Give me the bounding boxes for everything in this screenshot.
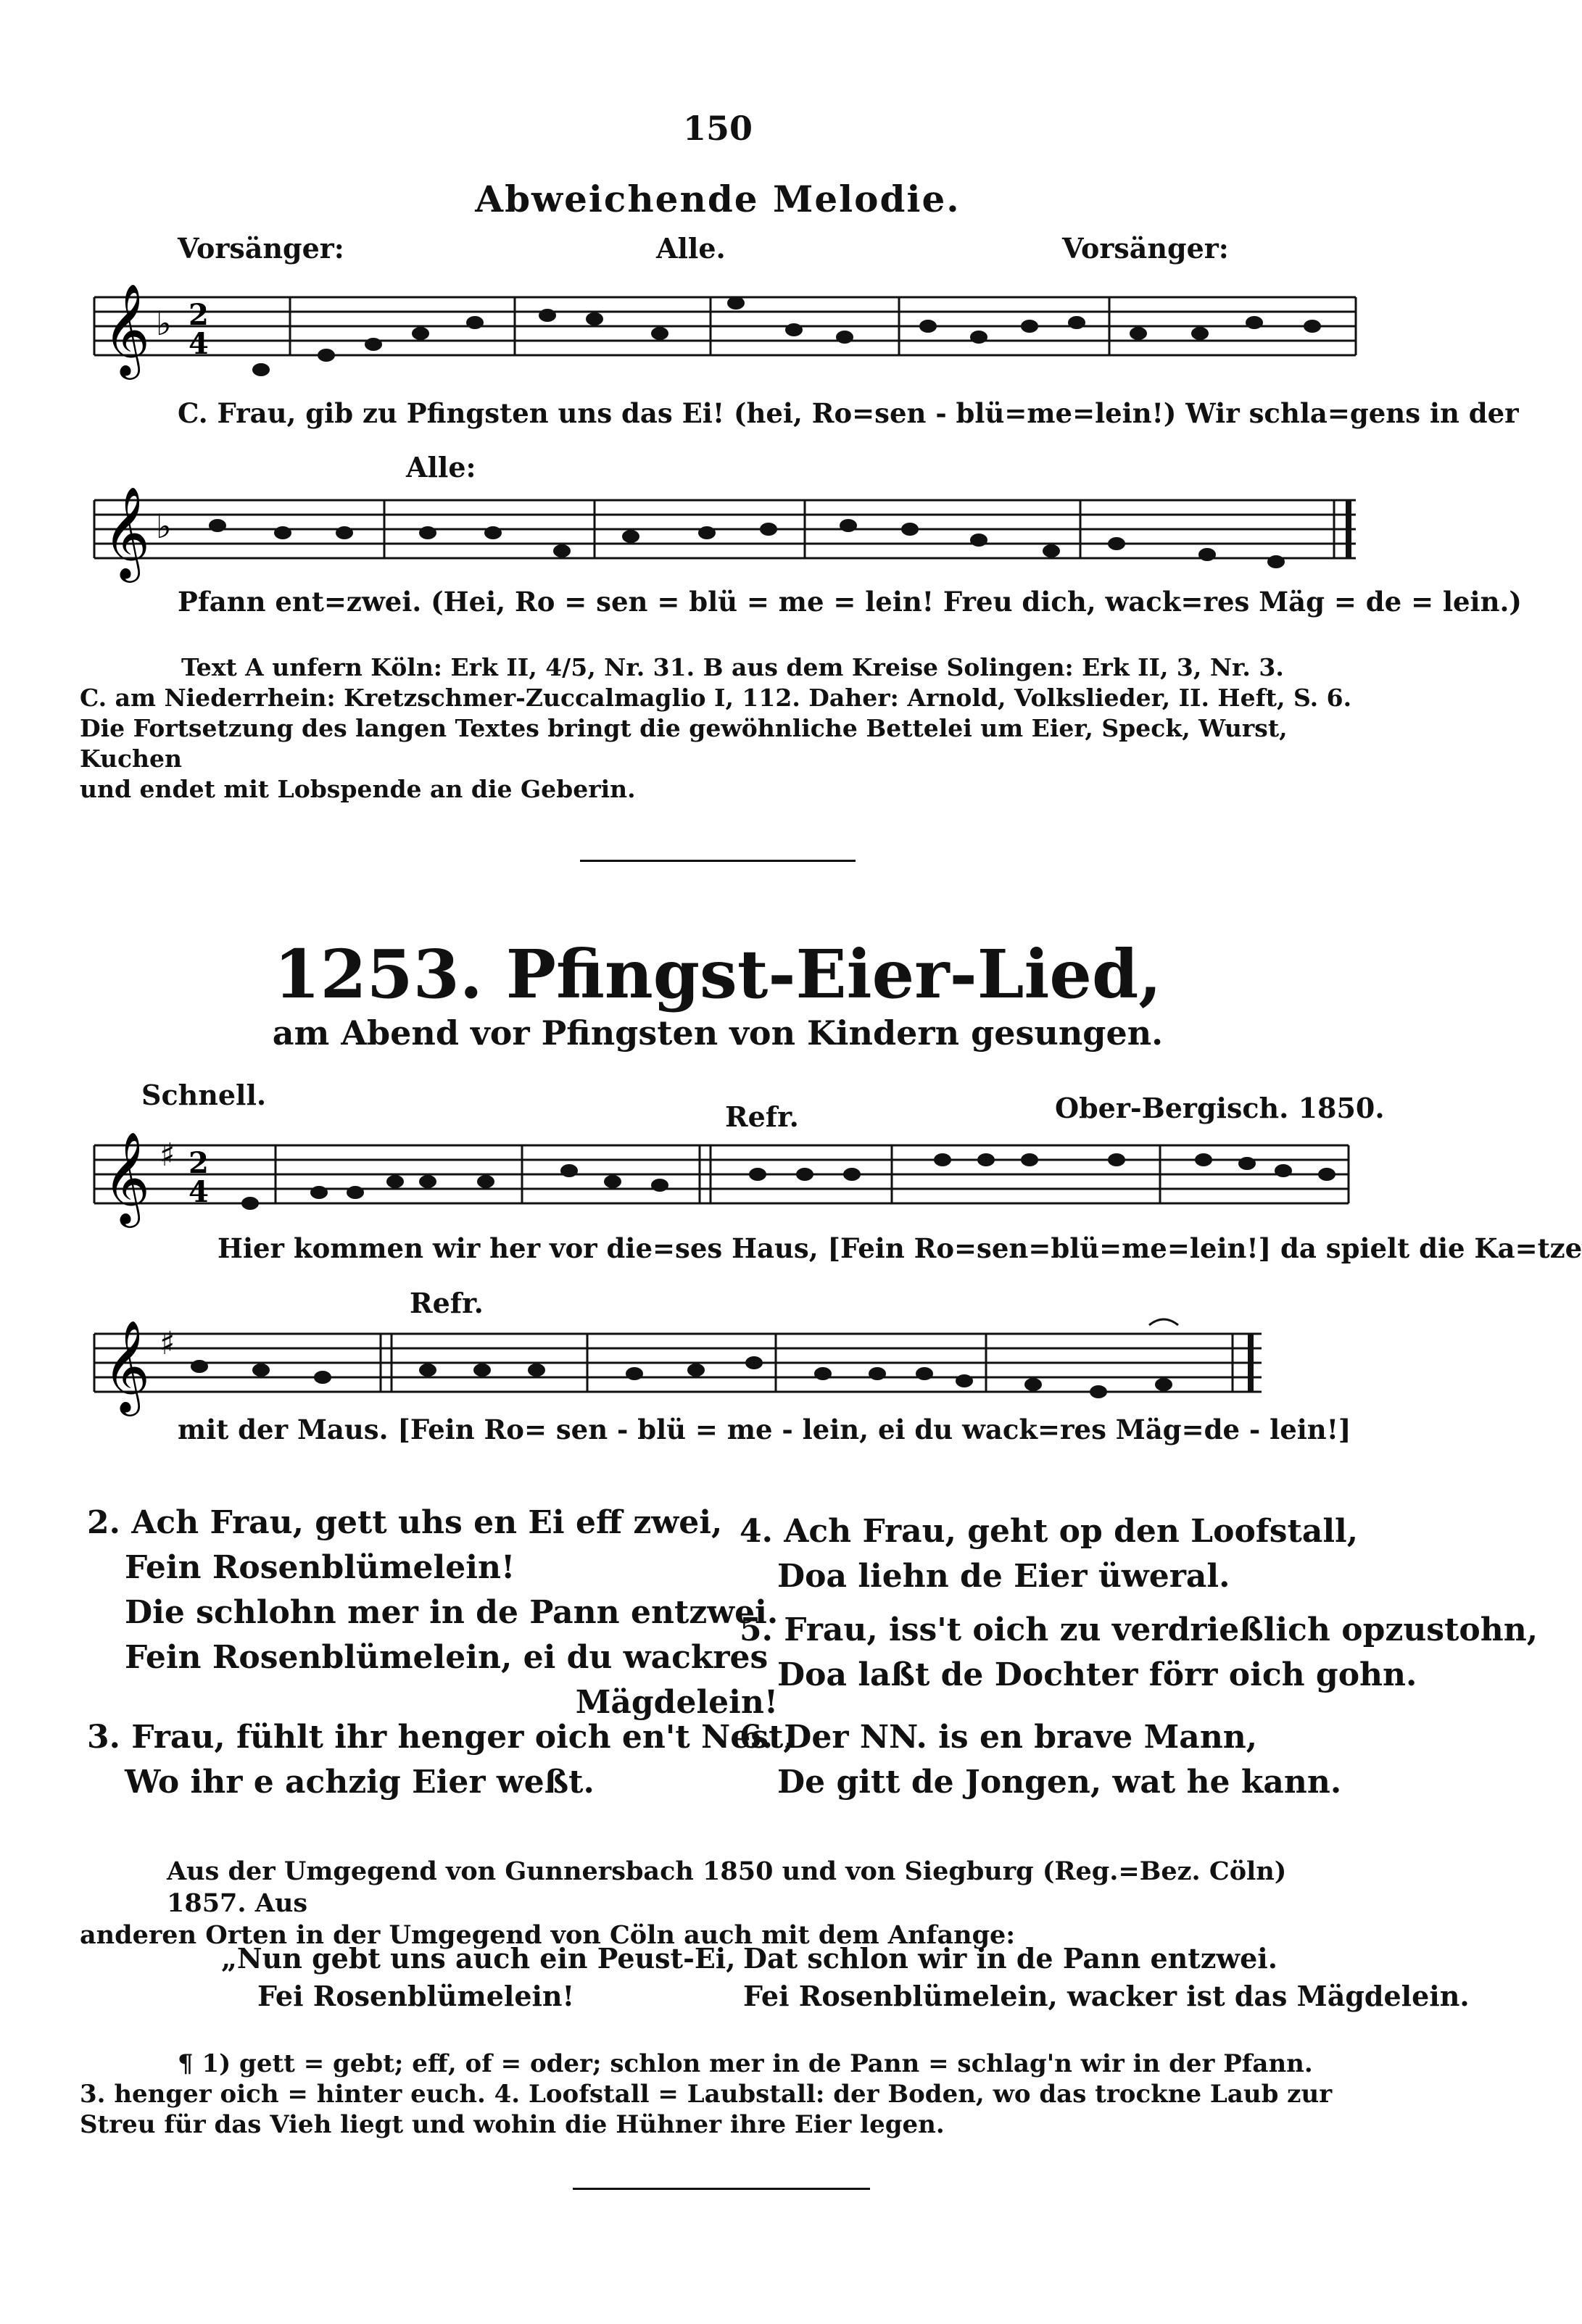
quote-line: Fei Rosenblümelein!: [257, 1980, 575, 2012]
verse-6: [740, 1715, 1341, 1805]
verse-line: Die schlohn mer in de Pann entzwei.: [125, 1594, 779, 1631]
verse-line: 5. Frau, iss't oich zu verdrießlich opzustohn,: [740, 1611, 1538, 1648]
svg-text:𝄞: 𝄞: [103, 283, 151, 375]
note-line: Die Fortsetzung des langen Textes bringt die gewöhnliche Bettelei um Eier, Speck, Wurst, Kuchen: [80, 714, 1288, 773]
variant-heading: Abweichende Melodie.: [475, 178, 961, 220]
svg-text:♭: ♭: [156, 304, 172, 343]
music-staff-1: [87, 283, 1363, 406]
verse-line: Mägdelein!: [575, 1684, 779, 1721]
verse-line: 4. Ach Frau, geht op den Loofstall,: [740, 1513, 1359, 1550]
verse-line: Doa laßt de Dochter förr oich gohn.: [777, 1656, 1417, 1693]
quote-line: Dat schlon wir in de Pann entzwei.: [743, 1942, 1277, 1975]
quote-line: Fei Rosenblümelein, wacker ist das Mägdelein.: [743, 1980, 1470, 2012]
verse-2: [87, 1501, 778, 1725]
svg-text:𝄞: 𝄞: [103, 1131, 151, 1224]
footnote-line: 3. henger oich = hinter euch. 4. Loofstall = Laubstall: der Boden, wo das trockne Laub zur: [80, 2080, 1333, 2109]
svg-text:𝄞: 𝄞: [103, 1319, 151, 1412]
svg-text:4: 4: [189, 1175, 209, 1209]
verse-line: 6. Der NN. is en brave Mann,: [740, 1719, 1258, 1756]
label-alle: Alle.: [656, 232, 726, 265]
variant-lyrics-line-2: Pfann ent=zwei. (Hei, Ro = sen = blü = me = lein! Freu dich, wack=res Mäg = de = lein.): [178, 586, 1522, 618]
source-line: anderen Orten in der Umgegend von Cöln auch mit dem Anfange:: [80, 1920, 1016, 1950]
song-lyrics-line-1: Hier kommen wir her vor die=ses Haus, [Fein Ro=sen=blü=me=lein!] da spielt die Ka=tze: [218, 1232, 1582, 1264]
verse-line: De gitt de Jongen, wat he kann.: [777, 1764, 1342, 1801]
svg-text:4: 4: [189, 327, 209, 361]
verse-4: [740, 1509, 1358, 1599]
note-line: und endet mit Lobspende an die Geberin.: [80, 775, 636, 803]
music-staff-2: [87, 486, 1363, 594]
label-vorsaenger-2: Vorsänger:: [1062, 232, 1229, 265]
bottom-divider: [573, 2188, 870, 2190]
footnote-line: Streu für das Vieh liegt und wohin die Hühner ihre Eier legen.: [80, 2110, 945, 2139]
label-vorsaenger: Vorsänger:: [178, 232, 344, 265]
music-staff-3: [87, 1131, 1363, 1240]
svg-text:2: 2: [189, 1146, 209, 1180]
song-lyrics-line-2: mit der Maus. [Fein Ro= sen - blü = me - lein, ei du wack=res Mäg=de - lein!]: [178, 1414, 1351, 1445]
label-alle-2: Alle:: [406, 451, 476, 484]
verse-line: Doa liehn de Eier üweral.: [777, 1558, 1230, 1595]
svg-text:♯: ♯: [160, 1137, 175, 1174]
quote-line: „Nun gebt uns auch ein Peust-Ei,: [221, 1942, 736, 1975]
refrain-label-2: Refr.: [410, 1287, 484, 1319]
verse-3: [87, 1715, 795, 1805]
svg-text:𝄞: 𝄞: [103, 486, 151, 578]
source-line: Aus der Umgegend von Gunnersbach 1850 und von Siegburg (Reg.=Bez. Cöln) 1857. Aus: [167, 1856, 1287, 1918]
tempo-marking: Schnell.: [141, 1079, 267, 1111]
verse-line: Wo ihr e achzig Eier weßt.: [125, 1764, 595, 1801]
svg-text:♯: ♯: [160, 1325, 175, 1362]
source-note: [80, 1856, 1363, 1951]
verse-line: Fein Rosenblümelein!: [125, 1549, 515, 1586]
music-staff-4: [87, 1319, 1276, 1428]
svg-text:2: 2: [189, 298, 209, 332]
song-subtitle: am Abend vor Pfingsten von Kindern gesungen.: [272, 1013, 1164, 1053]
variant-notes: [80, 652, 1363, 805]
footnote: [80, 2049, 1363, 2140]
note-line: C. am Niederrhein: Kretzschmer-Zuccalmaglio I, 112. Daher: Arnold, Volkslieder, II. Heft, S. 6.: [80, 684, 1352, 712]
quote-right: [743, 1940, 1470, 2015]
section-divider: [580, 860, 856, 862]
verse-line: 3. Frau, fühlt ihr henger oich en't Nest,: [87, 1719, 795, 1756]
svg-text:♭: ♭: [156, 507, 172, 546]
refrain-label: Refr.: [725, 1100, 799, 1133]
song-title: 1253. Pfingst-Eier-Lied,: [273, 935, 1162, 1013]
quote-left: [221, 1940, 735, 2015]
variant-lyrics-line-1: C. Frau, gib zu Pfingsten uns das Ei! (hei, Ro=sen - blü=me=lein!) Wir schla=gens in der: [178, 397, 1519, 429]
verse-line: Fein Rosenblümelein, ei du wackres: [125, 1639, 769, 1676]
note-line: Text A unfern Köln: Erk II, 4/5, Nr. 31. B aus dem Kreise Solingen: Erk II, 3, Nr. 3.: [181, 653, 1284, 681]
origin-label: Ober-Bergisch. 1850.: [1055, 1092, 1385, 1124]
verse-line: 2. Ach Frau, gett uhs en Ei eff zwei,: [87, 1504, 723, 1541]
footnote-line: ¶ 1) gett = gebt; eff, of = oder; schlon mer in de Pann = schlag'n wir in der Pfann.: [178, 2049, 1313, 2078]
verse-5: [740, 1608, 1538, 1698]
page-number: 150: [682, 109, 753, 148]
